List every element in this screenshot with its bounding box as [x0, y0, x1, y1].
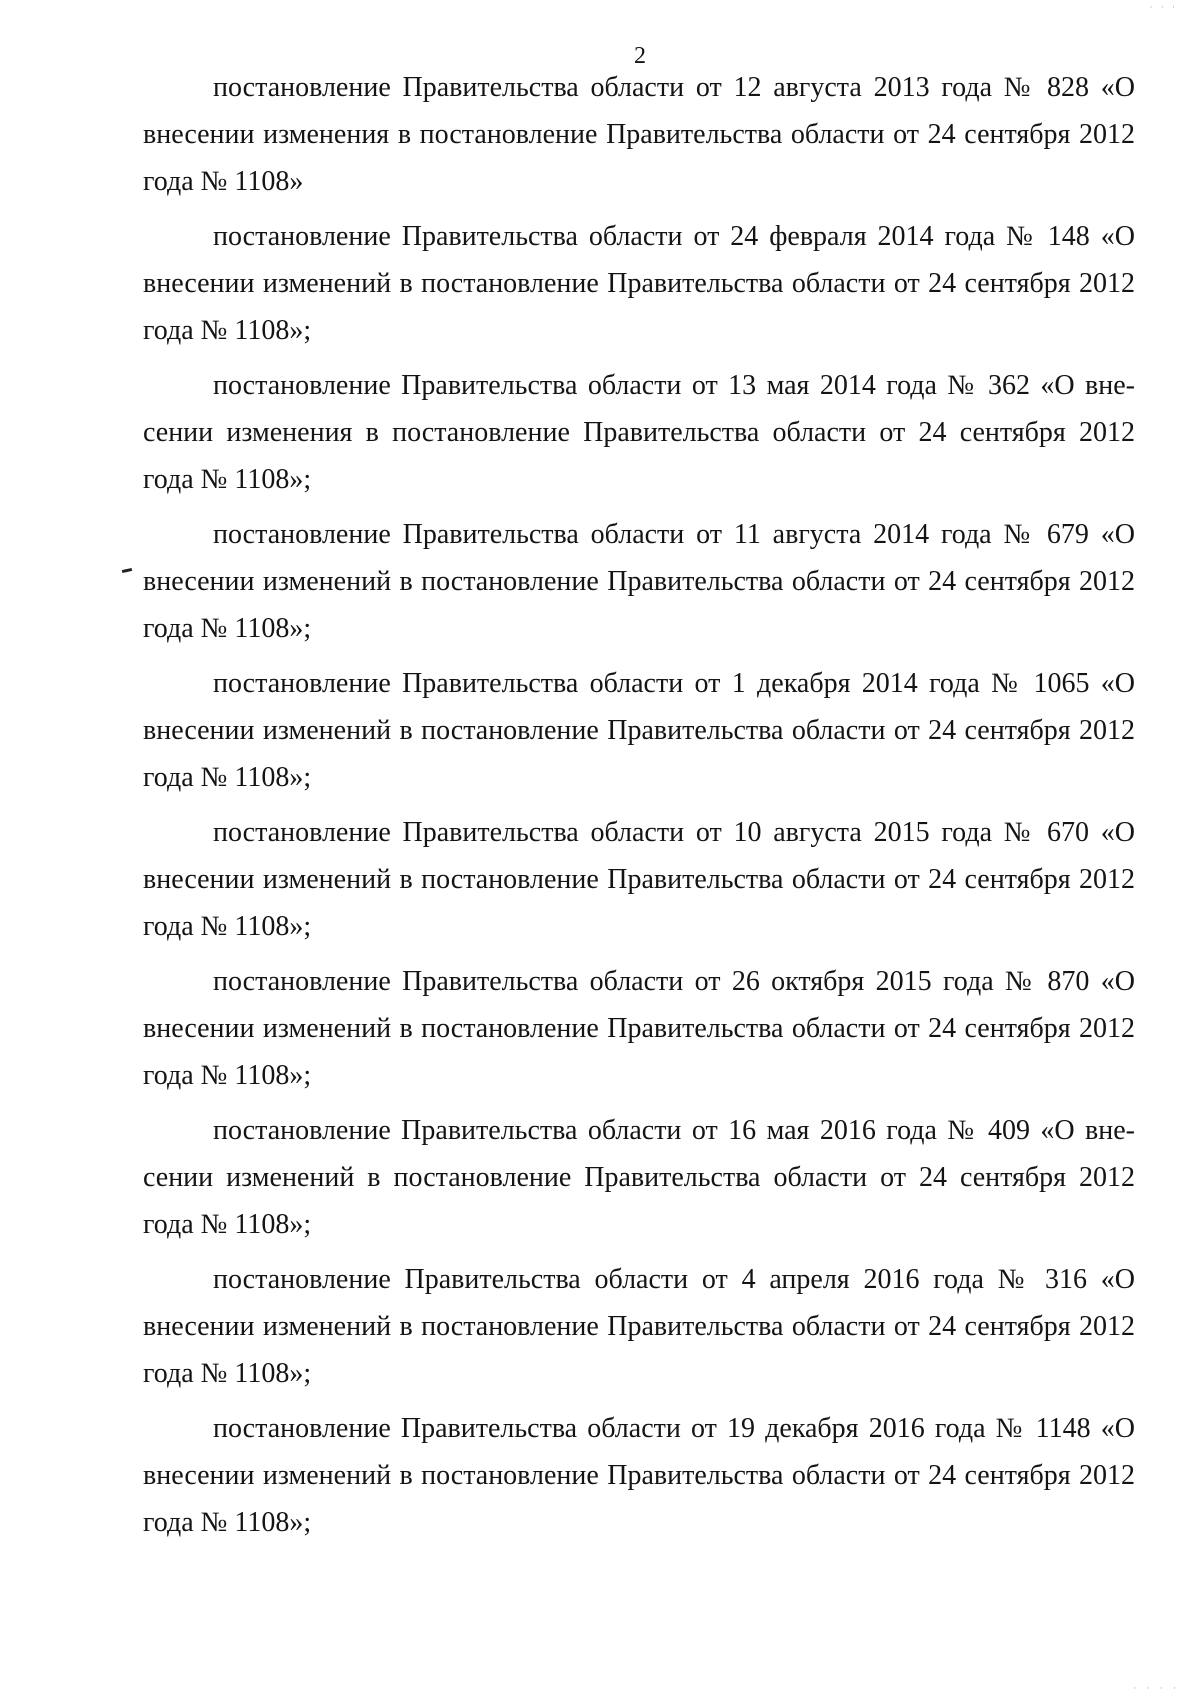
scan-dust-top: · · ·: [1149, 2, 1178, 12]
list-item: постановление Правительства области от 11 августа 2014 года № 679 «О внесении изменений в постановление Правительства области от 24 сентября 2012 года № 1108»;: [143, 519, 1135, 644]
list-item: постановление Правительства области от 12 августа 2013 года № 828 «О внесении изменения в постановление Правительства области от 24 сентября 2012 года № 1108»: [143, 72, 1135, 197]
list-item: постановление Правительства области от 10 августа 2015 года № 670 «О внесении изменений в постановление Правительства области от 24 сентября 2012 года № 1108»;: [143, 817, 1135, 942]
list-item: постановление Правительства области от 24 февраля 2014 года № 148 «О внесении изменений в постановление Правительства области от 24 сентября 2012 года № 1108»;: [143, 221, 1135, 346]
scan-dust-bottom: · · · ·: [1133, 1683, 1180, 1693]
page-number: 2: [634, 43, 646, 69]
scan-mark: [122, 568, 132, 573]
list-item: постановление Правительства области от 26 октября 2015 года № 870 «О внесении изменений в постановление Правительства области от 24 сентября 2012 года № 1108»;: [143, 966, 1135, 1091]
list-item: постановление Правительства области от 19 декабря 2016 года № 1148 «О внесении изменений в постановление Правительства области от 24 сентября 2012 года № 1108»;: [143, 1413, 1135, 1538]
document-body: [143, 64, 1135, 1554]
list-item: постановление Правительства области от 16 мая 2016 года № 409 «О внесении изменений в постановление Правительства области от 24 сентября 2012 года № 1108»;: [143, 1115, 1135, 1240]
list-item: постановление Правительства области от 4 апреля 2016 года № 316 «О внесении изменений в постановление Правительства области от 24 сентября 2012 года № 1108»;: [143, 1264, 1135, 1389]
list-item: постановление Правительства области от 13 мая 2014 года № 362 «О внесении изменения в постановление Правительства области от 24 сентября 2012 года № 1108»;: [143, 370, 1135, 495]
list-item: постановление Правительства области от 1 декабря 2014 года № 1065 «О внесении изменений в постановление Правительства области от 24 сентября 2012 года № 1108»;: [143, 668, 1135, 793]
